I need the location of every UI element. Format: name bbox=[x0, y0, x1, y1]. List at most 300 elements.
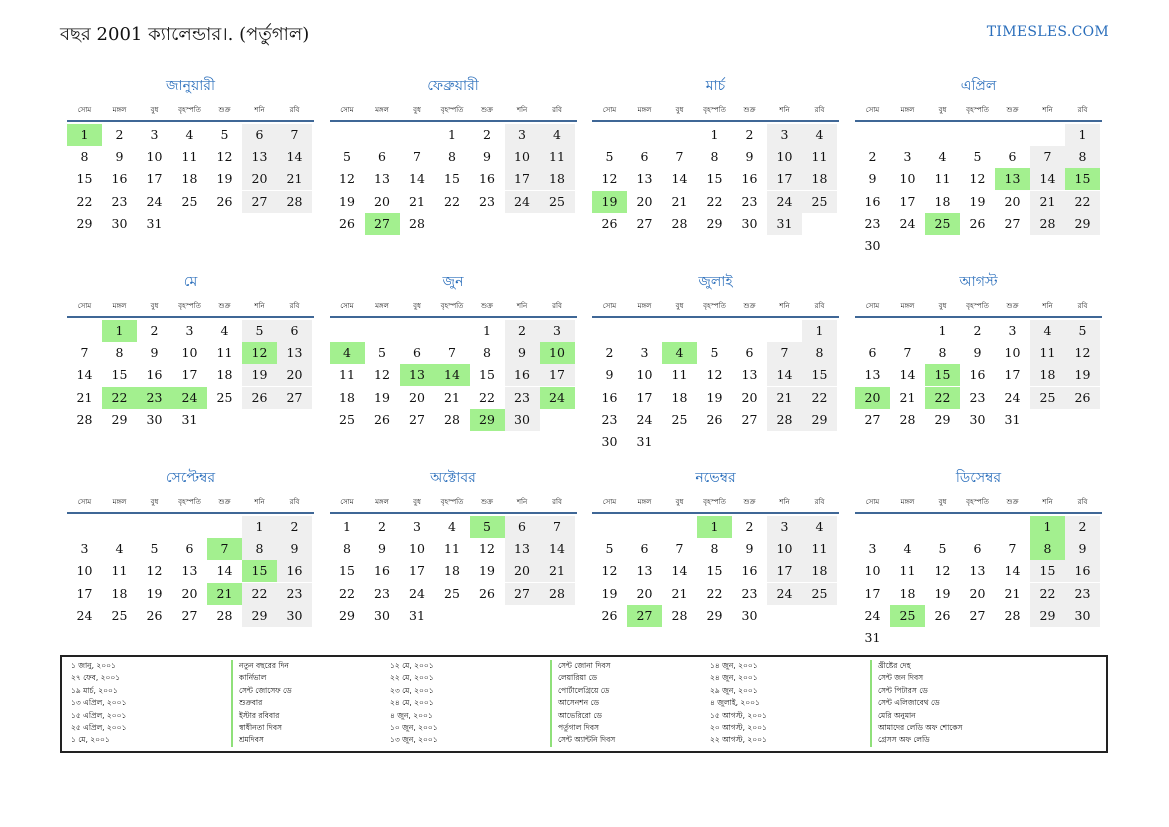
day-cell: 5 bbox=[150, 541, 159, 557]
day-cell: 22 bbox=[1065, 191, 1100, 213]
weekday-header bbox=[855, 104, 1102, 122]
day-cell: 12 bbox=[242, 342, 277, 364]
day-cell: 26 bbox=[479, 585, 495, 601]
day-cell: 20 bbox=[855, 387, 890, 409]
legend-name: সেন্ট জোনা দিবস bbox=[550, 660, 610, 672]
day-cell: 13 bbox=[505, 538, 540, 560]
day-cell: 22 bbox=[479, 389, 495, 405]
day-cell: 14 bbox=[409, 171, 425, 187]
month-name: সেপ্টেম্বর bbox=[165, 470, 216, 486]
day-cell: 12 bbox=[216, 149, 233, 165]
day-cell: 15 bbox=[802, 364, 837, 386]
day-cell: 25 bbox=[540, 191, 575, 213]
day-cell: 13 bbox=[995, 168, 1030, 190]
day-cell: 8 bbox=[242, 538, 277, 560]
day-cell: 26 bbox=[216, 193, 233, 209]
day-cell: 23 bbox=[505, 387, 540, 409]
day-cell: 19 bbox=[242, 364, 277, 386]
legend-date: ১ জানু, ২০০১ bbox=[71, 661, 116, 670]
legend-name: সেন্ট এলিজাবেথ ডে bbox=[870, 697, 940, 709]
day-cell: 30 bbox=[374, 607, 390, 623]
day-cell: 27 bbox=[365, 213, 400, 235]
day-cell: 10 bbox=[767, 538, 802, 560]
day-cell: 29 bbox=[76, 215, 93, 231]
day-cell: 25 bbox=[925, 213, 960, 235]
day-cell: 10 bbox=[1004, 345, 1021, 361]
weekday-label: শুক্র bbox=[481, 302, 493, 310]
weekday-label: বুধ bbox=[675, 498, 684, 506]
day-cell: 16 bbox=[374, 563, 390, 579]
day-cell: 12 bbox=[146, 563, 163, 579]
day-cell: 4 bbox=[1030, 320, 1065, 342]
day-cell: 14 bbox=[1004, 563, 1021, 579]
day-cell: 8 bbox=[710, 541, 719, 557]
day-cell: 8 bbox=[1065, 146, 1100, 168]
day-cell: 5 bbox=[1065, 320, 1100, 342]
weekday-label: বৃহস্পতি bbox=[703, 106, 726, 114]
weekday-header bbox=[67, 496, 314, 514]
day-cell: 13 bbox=[864, 367, 881, 383]
legend-date: ৪ জুলাই, ২০০১ bbox=[710, 698, 760, 708]
day-cell: 2 bbox=[1065, 516, 1100, 538]
day-cell: 31 bbox=[767, 213, 802, 235]
day-cell: 3 bbox=[185, 323, 194, 338]
day-cell: 11 bbox=[1030, 342, 1065, 364]
day-cell: 1 bbox=[483, 323, 491, 338]
day-cell: 26 bbox=[339, 215, 355, 231]
weekday-label: সোম bbox=[340, 106, 354, 114]
weekday-label: বৃহস্পতি bbox=[966, 302, 989, 310]
legend-name: সেন্ট জন দিবস bbox=[870, 672, 923, 684]
day-cell: 23 bbox=[479, 193, 495, 209]
weekday-label: রবি bbox=[552, 106, 562, 114]
day-cell: 26 bbox=[601, 607, 618, 623]
legend-date: ২০ আগস্ট, ২০০১ bbox=[710, 723, 767, 732]
day-cell: 27 bbox=[505, 583, 540, 605]
day-cell: 27 bbox=[277, 387, 312, 409]
day-cell: 7 bbox=[207, 538, 242, 560]
day-cell: 29 bbox=[1065, 213, 1100, 235]
day-cell: 9 bbox=[277, 538, 312, 560]
month-name: আগস্ট bbox=[959, 274, 998, 290]
month-3 bbox=[592, 74, 839, 264]
weekday-label: বুধ bbox=[413, 498, 421, 506]
day-cell: 30 bbox=[741, 607, 758, 623]
weekday-label: সোম bbox=[77, 106, 92, 114]
day-cell: 21 bbox=[899, 389, 916, 405]
weekday-label: বৃহস্পতি bbox=[703, 498, 726, 506]
weekday-label: শুক্র bbox=[481, 498, 493, 506]
day-cell: 4 bbox=[540, 124, 575, 146]
day-cell: 2 bbox=[277, 516, 312, 538]
day-cell: 2 bbox=[973, 323, 982, 338]
day-cell: 2 bbox=[505, 320, 540, 342]
day-cell: 28 bbox=[1030, 213, 1065, 235]
day-cell: 21 bbox=[671, 585, 688, 601]
weekday-label: বুধ bbox=[675, 106, 684, 114]
day-cell: 4 bbox=[330, 342, 365, 364]
day-cell: 23 bbox=[741, 193, 758, 209]
day-cell: 20 bbox=[636, 193, 653, 209]
day-cell: 16 bbox=[1065, 560, 1100, 582]
weekday-label: সোম bbox=[865, 302, 880, 310]
day-cell: 28 bbox=[899, 411, 916, 427]
day-cell: 22 bbox=[242, 583, 277, 605]
month-name: ফেব্রুয়ারী bbox=[427, 78, 479, 94]
legend-date: ২২ মে, ২০০১ bbox=[390, 673, 434, 683]
day-cell: 25 bbox=[111, 607, 128, 623]
day-cell: 19 bbox=[216, 171, 233, 187]
weekday-label: শনি bbox=[1042, 106, 1053, 114]
weekday-label: শনি bbox=[779, 498, 790, 506]
weekday-label: রবি bbox=[289, 106, 300, 114]
day-cell: 18 bbox=[802, 168, 837, 190]
weekday-label: শনি bbox=[779, 302, 790, 310]
day-cell: 17 bbox=[767, 560, 802, 582]
day-cell: 16 bbox=[505, 364, 540, 386]
day-cell: 22 bbox=[802, 387, 837, 409]
weekday-label: বৃহস্পতি bbox=[440, 106, 464, 114]
weekday-label: রবি bbox=[289, 498, 300, 506]
month-name: জানুয়ারী bbox=[166, 78, 215, 94]
legend-name: পর্তুগাল দিবস bbox=[550, 722, 599, 734]
day-cell: 12 bbox=[1065, 342, 1100, 364]
weekday-label: শুক্র bbox=[743, 498, 756, 506]
day-cell: 11 bbox=[899, 563, 916, 579]
day-cell: 18 bbox=[540, 168, 575, 190]
day-cell: 5 bbox=[973, 149, 982, 165]
day-cell: 21 bbox=[540, 560, 575, 582]
day-cell: 18 bbox=[339, 389, 355, 405]
day-cell: 6 bbox=[640, 149, 649, 165]
day-cell: 23 bbox=[137, 387, 172, 409]
day-cell: 17 bbox=[540, 364, 575, 386]
day-cell: 31 bbox=[146, 215, 163, 231]
day-cell: 16 bbox=[601, 389, 618, 405]
legend-name: পোর্টালেগ্রিয়ে ডে bbox=[550, 685, 609, 697]
day-cell: 30 bbox=[277, 605, 312, 627]
weekday-label: বৃহস্পতি bbox=[178, 302, 201, 310]
site-link[interactable]: TIMESLES.COM bbox=[986, 24, 1109, 40]
day-cell: 24 bbox=[864, 607, 881, 623]
day-cell: 25 bbox=[890, 605, 925, 627]
day-cell: 2 bbox=[605, 345, 614, 361]
day-cell: 20 bbox=[969, 585, 986, 601]
day-cell: 31 bbox=[864, 630, 881, 645]
day-cell: 20 bbox=[741, 389, 758, 405]
day-cell: 19 bbox=[706, 389, 723, 405]
weekday-label: মঙ্গল bbox=[637, 498, 652, 506]
day-cell: 27 bbox=[1004, 215, 1021, 231]
day-cell: 3 bbox=[150, 127, 159, 142]
weekday-label: বৃহস্পতি bbox=[703, 302, 726, 310]
weekday-label: মঙ্গল bbox=[900, 106, 915, 114]
month-name: জুন bbox=[442, 274, 464, 290]
day-cell: 13 bbox=[242, 146, 277, 168]
day-cell: 21 bbox=[76, 389, 93, 405]
day-cell: 2 bbox=[483, 127, 491, 142]
day-cell: 12 bbox=[601, 563, 618, 579]
day-cell: 24 bbox=[767, 583, 802, 605]
day-cell: 16 bbox=[864, 193, 881, 209]
day-cell: 20 bbox=[1004, 193, 1021, 209]
day-cell: 3 bbox=[413, 519, 421, 534]
day-cell: 30 bbox=[1065, 605, 1100, 627]
weekday-label: রবি bbox=[1077, 302, 1088, 310]
day-cell: 15 bbox=[925, 364, 960, 386]
day-cell: 31 bbox=[181, 411, 198, 427]
weekday-label: রবি bbox=[552, 302, 562, 310]
day-cell: 6 bbox=[378, 149, 386, 165]
weekday-header bbox=[855, 496, 1102, 514]
day-cell: 15 bbox=[339, 563, 355, 579]
day-cell: 18 bbox=[111, 585, 128, 601]
day-cell: 30 bbox=[601, 434, 618, 449]
day-cell: 13 bbox=[636, 563, 653, 579]
day-cell: 28 bbox=[409, 215, 425, 231]
month-name: অক্টোবর bbox=[430, 470, 476, 486]
weekday-label: বৃহস্পতি bbox=[178, 106, 201, 114]
day-cell: 17 bbox=[636, 389, 653, 405]
legend-date: ১৫ এপ্রিল, ২০০১ bbox=[71, 710, 127, 720]
weekday-label: মঙ্গল bbox=[637, 302, 652, 310]
legend-date: ২৪ জুন, ২০০১ bbox=[710, 673, 758, 683]
day-cell: 7 bbox=[767, 342, 802, 364]
day-cell: 26 bbox=[969, 215, 986, 231]
day-cell: 6 bbox=[640, 541, 649, 557]
weekday-label: শনি bbox=[516, 302, 528, 310]
day-cell: 3 bbox=[767, 124, 802, 146]
day-cell: 10 bbox=[76, 563, 93, 579]
legend-date: ১৩ জুন, ২০০১ bbox=[390, 735, 438, 745]
day-cell: 23 bbox=[111, 193, 128, 209]
legend-name: ইস্টার রবিবার bbox=[231, 710, 279, 722]
day-cell: 18 bbox=[899, 585, 916, 601]
weekday-label: বুধ bbox=[938, 498, 947, 506]
day-cell: 13 bbox=[636, 171, 653, 187]
day-cell: 24 bbox=[76, 607, 93, 623]
day-cell: 29 bbox=[1030, 605, 1065, 627]
weekday-label: মঙ্গল bbox=[375, 302, 389, 310]
day-cell: 23 bbox=[601, 411, 618, 427]
month-6 bbox=[330, 270, 577, 460]
day-cell: 25 bbox=[216, 389, 233, 405]
day-cell: 15 bbox=[1065, 168, 1100, 190]
month-8 bbox=[855, 270, 1102, 460]
weekday-label: রবি bbox=[552, 498, 562, 506]
day-cell: 9 bbox=[150, 345, 159, 361]
day-cell: 27 bbox=[181, 607, 198, 623]
day-cell: 20 bbox=[242, 168, 277, 190]
weekday-label: শনি bbox=[1042, 302, 1053, 310]
day-cell: 4 bbox=[662, 342, 697, 364]
day-cell: 13 bbox=[181, 563, 198, 579]
weekday-label: রবি bbox=[1077, 498, 1088, 506]
day-cell: 4 bbox=[802, 516, 837, 538]
day-cell: 19 bbox=[592, 191, 627, 213]
day-cell: 9 bbox=[605, 367, 614, 383]
day-cell: 19 bbox=[934, 585, 951, 601]
day-cell: 29 bbox=[470, 409, 505, 431]
day-cell: 6 bbox=[277, 320, 312, 342]
day-cell: 2 bbox=[745, 127, 754, 142]
day-cell: 16 bbox=[277, 560, 312, 582]
weekday-label: শনি bbox=[779, 106, 790, 114]
day-cell: 29 bbox=[339, 607, 355, 623]
day-cell: 31 bbox=[636, 434, 653, 449]
month-11 bbox=[592, 466, 839, 656]
weekday-label: শনি bbox=[516, 498, 528, 506]
weekday-label: মঙ্গল bbox=[112, 498, 127, 506]
day-cell: 7 bbox=[277, 124, 312, 146]
legend-date: ২৩ মে, ২০০১ bbox=[390, 685, 434, 695]
weekday-label: বুধ bbox=[150, 106, 159, 114]
weekday-label: শুক্র bbox=[218, 106, 231, 114]
day-cell: 19 bbox=[1065, 364, 1100, 386]
day-cell: 20 bbox=[277, 364, 312, 386]
day-cell: 5 bbox=[220, 127, 229, 142]
weekday-label: সোম bbox=[340, 498, 354, 506]
legend-date: ২৯ জুন, ২০০১ bbox=[710, 685, 758, 695]
legend-name: আমাদের লেডি অফ শোকেস bbox=[870, 722, 962, 734]
day-cell: 11 bbox=[802, 146, 837, 168]
day-cell: 24 bbox=[540, 387, 575, 409]
day-cell: 7 bbox=[80, 345, 89, 361]
weekday-label: বুধ bbox=[150, 302, 159, 310]
day-cell: 27 bbox=[741, 411, 758, 427]
day-cell: 11 bbox=[934, 171, 951, 187]
day-cell: 13 bbox=[969, 563, 986, 579]
day-cell: 24 bbox=[1004, 389, 1021, 405]
day-cell: 17 bbox=[767, 168, 802, 190]
day-cell: 10 bbox=[767, 146, 802, 168]
day-cell: 1 bbox=[938, 323, 947, 338]
day-cell: 10 bbox=[864, 563, 881, 579]
legend-name: সেন্ট অ্যান্টনি দিবস bbox=[550, 734, 615, 746]
weekday-header bbox=[592, 104, 839, 122]
day-cell: 1 bbox=[802, 320, 837, 342]
day-cell: 12 bbox=[969, 171, 986, 187]
weekday-label: বুধ bbox=[675, 302, 684, 310]
day-cell: 16 bbox=[969, 367, 986, 383]
month-name: এপ্রিল bbox=[960, 78, 997, 94]
day-cell: 15 bbox=[111, 367, 128, 383]
day-cell: 15 bbox=[242, 560, 277, 582]
legend-name: মেরি অনুমান bbox=[870, 710, 916, 722]
day-cell: 12 bbox=[601, 171, 618, 187]
legend-name: শুক্রবার bbox=[231, 697, 262, 709]
day-cell: 11 bbox=[216, 345, 233, 361]
day-cell: 23 bbox=[969, 389, 986, 405]
day-cell: 4 bbox=[185, 127, 194, 142]
day-cell: 30 bbox=[969, 411, 986, 427]
day-cell: 8 bbox=[115, 345, 124, 361]
weekday-label: মঙ্গল bbox=[900, 498, 915, 506]
weekday-label: মঙ্গল bbox=[112, 106, 127, 114]
weekday-header bbox=[330, 300, 577, 318]
day-cell: 12 bbox=[479, 541, 495, 557]
day-cell: 31 bbox=[409, 607, 425, 623]
day-cell: 23 bbox=[741, 585, 758, 601]
day-cell: 9 bbox=[483, 149, 491, 165]
day-cell: 14 bbox=[1030, 168, 1065, 190]
day-cell: 29 bbox=[111, 411, 128, 427]
day-cell: 9 bbox=[868, 171, 877, 187]
day-cell: 11 bbox=[802, 538, 837, 560]
day-cell: 26 bbox=[1065, 387, 1100, 409]
day-cell: 19 bbox=[479, 563, 495, 579]
weekday-label: সোম bbox=[865, 498, 880, 506]
day-cell: 20 bbox=[181, 585, 198, 601]
day-cell: 15 bbox=[1030, 560, 1065, 582]
weekday-header bbox=[592, 300, 839, 318]
day-cell: 6 bbox=[1008, 149, 1017, 165]
day-cell: 2 bbox=[150, 323, 159, 338]
day-cell: 3 bbox=[80, 541, 89, 557]
day-cell: 1 bbox=[448, 127, 456, 142]
day-cell: 22 bbox=[1030, 583, 1065, 605]
day-cell: 28 bbox=[1004, 607, 1021, 623]
day-cell: 11 bbox=[444, 541, 460, 557]
day-cell: 1 bbox=[102, 320, 137, 342]
day-cell: 15 bbox=[706, 171, 723, 187]
day-cell: 14 bbox=[76, 367, 93, 383]
day-cell: 5 bbox=[378, 345, 386, 361]
day-cell: 27 bbox=[864, 411, 881, 427]
day-cell: 7 bbox=[675, 149, 684, 165]
legend-name: আভেরিরো ডে bbox=[550, 710, 602, 722]
day-cell: 1 bbox=[1030, 516, 1065, 538]
day-cell: 1 bbox=[1065, 124, 1100, 146]
weekday-label: সোম bbox=[340, 302, 354, 310]
day-cell: 6 bbox=[505, 516, 540, 538]
day-cell: 22 bbox=[706, 193, 723, 209]
day-cell: 13 bbox=[277, 342, 312, 364]
day-cell: 22 bbox=[706, 585, 723, 601]
weekday-label: শুক্র bbox=[743, 106, 756, 114]
weekday-label: বুধ bbox=[150, 498, 159, 506]
weekday-label: রবি bbox=[814, 106, 825, 114]
day-cell: 6 bbox=[185, 541, 194, 557]
day-cell: 19 bbox=[374, 389, 390, 405]
day-cell: 13 bbox=[741, 367, 758, 383]
day-cell: 20 bbox=[409, 389, 425, 405]
day-cell: 21 bbox=[409, 193, 425, 209]
day-cell: 5 bbox=[605, 541, 614, 557]
day-cell: 29 bbox=[934, 411, 951, 427]
day-cell: 14 bbox=[277, 146, 312, 168]
day-cell: 28 bbox=[444, 411, 460, 427]
day-cell: 9 bbox=[505, 342, 540, 364]
day-cell: 6 bbox=[242, 124, 277, 146]
day-cell: 8 bbox=[1030, 538, 1065, 560]
day-cell: 28 bbox=[277, 191, 312, 213]
day-cell: 2 bbox=[868, 149, 877, 165]
day-cell: 17 bbox=[505, 168, 540, 190]
month-name: জুলাই bbox=[698, 274, 733, 290]
weekday-header bbox=[330, 104, 577, 122]
day-cell: 16 bbox=[111, 171, 128, 187]
day-cell: 24 bbox=[172, 387, 207, 409]
weekday-label: শুক্র bbox=[218, 498, 231, 506]
day-cell: 21 bbox=[1030, 191, 1065, 213]
day-cell: 24 bbox=[409, 585, 425, 601]
weekday-header bbox=[330, 496, 577, 514]
day-cell: 24 bbox=[767, 191, 802, 213]
day-cell: 7 bbox=[540, 516, 575, 538]
day-cell: 9 bbox=[973, 345, 982, 361]
weekday-label: রবি bbox=[814, 302, 825, 310]
